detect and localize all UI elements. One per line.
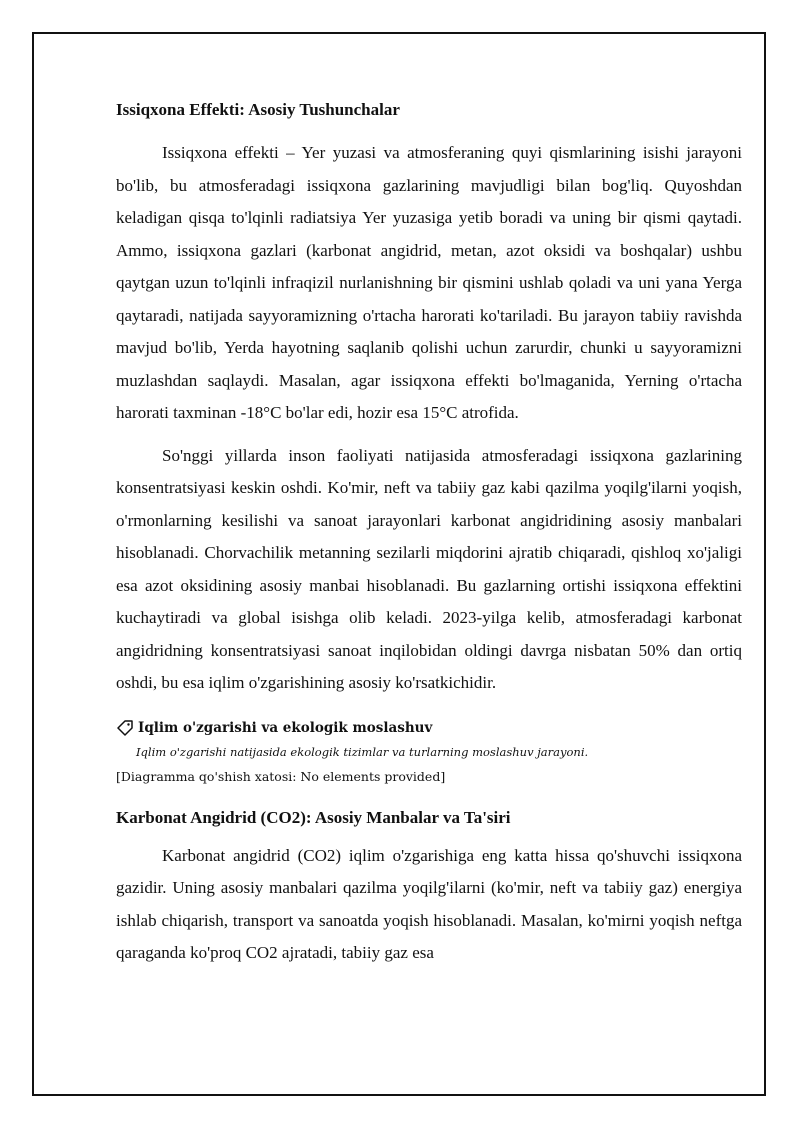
figure-title-text: Iqlim o'zgarishi va ekologik moslashuv xyxy=(138,719,433,736)
tag-icon xyxy=(116,719,134,737)
figure-error-message: [Diagramma qo'shish xatosi: No elements provided] xyxy=(116,768,446,784)
figure-caption: Iqlim o'zgarishi natijasida ekologik tizimlar va turlarning moslashuv jarayoni. xyxy=(136,744,589,759)
figure-title xyxy=(116,718,742,738)
paragraph: So'nggi yillarda inson faoliyati natijasida atmosferadagi issiqxona gazlarining konsentratsiyasi keskin oshdi. Ko'mir, neft va tabiiy gaz kabi qazilma yoqilg'ilarni yoqish, o'rmonlarning kesilishi va sanoat jarayonlari karbonat angidridining asosiy manbalari hisoblanadi. Chorvachilik metanning sezilarli miqdorini ajratib chiqaradi, qishloq xo'jaligi esa azot oksidining asosiy manbai hisoblanadi. Bu gazlarning ortishi issiqxona effektini kuchaytiradi va global isishga olib keladi. 2023-yilga kelib, atmosferadagi karbonat angidridning konsentratsiyasi sanoat inqilobidan oldingi davrga nisbatan 50% dan ortiq oshdi, bu esa iqlim o'zgarishining asosiy ko'rsatkichidir. xyxy=(116,445,742,692)
section-heading-co2: Karbonat Angidrid (CO2): Asosiy Manbalar va Ta'siri xyxy=(116,807,511,827)
paragraph: Karbonat angidrid (CO2) iqlim o'zgarishiga eng katta hissa qo'shuvchi issiqxona gazidir. Uning asosiy manbalari qazilma yoqilg'ilarni (ko'mir, neft va tabiiy gaz) energiya ishlab chiqarish, transport va sanoatda yoqish hisoblanadi. Masalan, ko'mirni yoqish neftga qaraganda ko'proq CO2 ajratadi, tabiiy gaz esa xyxy=(116,845,742,962)
figure-block xyxy=(116,718,742,786)
document-body xyxy=(116,98,742,970)
section-heading-greenhouse-effect: Issiqxona Effekti: Asosiy Tushunchalar xyxy=(116,100,400,119)
paragraph: Issiqxona effekti – Yer yuzasi va atmosferaning quyi qismlarining isishi jarayoni bo'lib, bu atmosferadagi issiqxona gazlarining mavjudligi bilan bog'liq. Quyoshdan keladigan qisqa to'lqinli radiatsiya Yer yuzasiga yetib boradi va uning bir qismi qaytadi. Ammo, issiqxona gazlari (karbonat angidrid, metan, azot oksidi va boshqalar) ushbu qaytgan uzun to'lqinli infraqizil nurlanishning bir qismini ushlab qoladi va uni yana Yerga qaytaradi, natijada sayyoramizning o'rtacha harorati ko'tariladi. Bu jarayon tabiiy ravishda mavjud bo'lib, Yerda hayotning saqlanib qolishi uchun zarurdir, chunki u sayyoramizni muzlashdan saqlaydi. Masalan, agar issiqxona effekti bo'lmaganida, Yerning o'rtacha harorati taxminan -18°C bo'lar edi, hozir esa 15°C atrofida. xyxy=(116,143,742,422)
